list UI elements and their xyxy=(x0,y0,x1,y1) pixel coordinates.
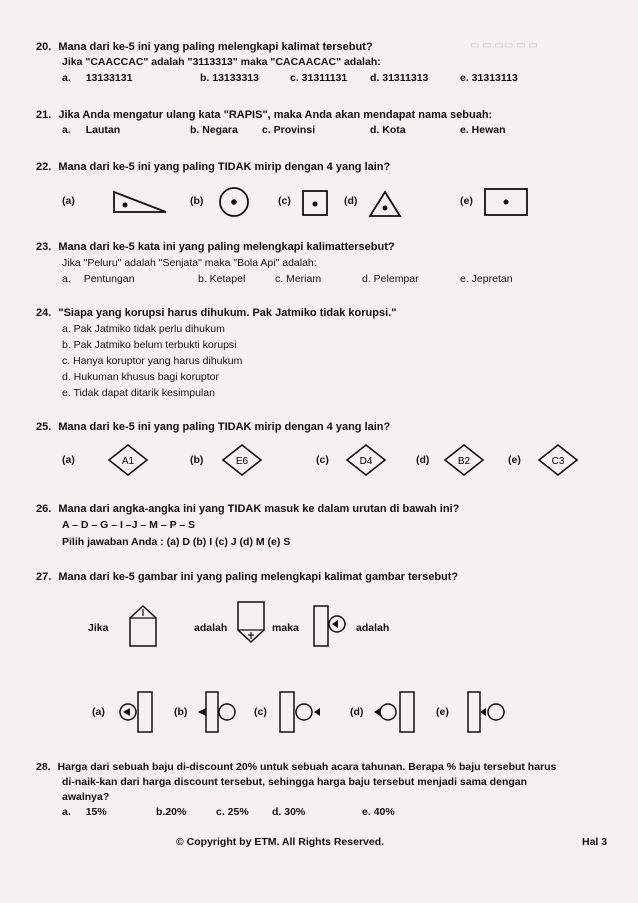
q21-option-b[interactable]: b. Negara xyxy=(190,124,238,136)
question-26 xyxy=(36,502,459,517)
q27-word-adalah-2: adalah xyxy=(356,622,390,634)
q21-option-d[interactable]: d. Kota xyxy=(370,124,406,136)
question-27 xyxy=(36,570,458,585)
question-20 xyxy=(36,40,373,55)
q27-label-c[interactable]: (c) xyxy=(254,706,267,718)
question-23 xyxy=(36,240,395,255)
diamond-figure-b xyxy=(222,444,262,476)
question-number: 27. xyxy=(36,571,52,583)
question-25 xyxy=(36,420,390,435)
q27-word-adalah-1: adalah xyxy=(194,622,228,634)
answer-figure-e xyxy=(464,690,510,734)
question-28 xyxy=(36,760,556,775)
copyright-notice: © Copyright by ETM. All Rights Reserved. xyxy=(176,836,385,848)
q27-word-jika: Jika xyxy=(88,622,109,634)
question-text: Mana dari ke-5 ini yang paling TIDAK mirip dengan 4 yang lain? xyxy=(58,421,391,433)
q22-label-a[interactable]: (a) xyxy=(62,195,75,207)
q27-label-b[interactable]: (b) xyxy=(174,706,188,718)
triangle-dot-figure-a xyxy=(112,190,168,214)
q28-option-b[interactable]: b.20% xyxy=(156,806,187,818)
q24-option-e[interactable]: e. Tidak dapat ditarik kesimpulan xyxy=(62,387,215,399)
diamond-figure-a xyxy=(108,444,148,476)
q20-option-d[interactable]: d. 31311313 xyxy=(370,72,429,84)
question-24 xyxy=(36,306,396,321)
circle-dot-figure-b xyxy=(218,186,250,218)
question-text-line-1: Harga dari sebuah baju di-discount 20% untuk sebuah acara tahunan. Berapa % baju tersebut harus xyxy=(57,761,557,773)
rectangle-dot-figure-e xyxy=(484,188,528,216)
q20-premise: Jika "CAACCAC" adalah "3113313" maka "CACAACAC" adalah: xyxy=(62,56,381,68)
triangle-dot-figure-d xyxy=(368,190,402,218)
question-text: Mana dari angka-angka ini yang TIDAK masuk ke dalam urutan di bawah ini? xyxy=(58,503,460,515)
pentagon-house-figure xyxy=(128,604,158,648)
q27-label-e[interactable]: (e) xyxy=(436,706,449,718)
diamond-figure-d xyxy=(444,444,484,476)
q21-option-c[interactable]: c. Provinsi xyxy=(262,124,316,136)
q26-choices[interactable]: Pilih jawaban Anda : (a) D (b) I (c) J (d) M (e) S xyxy=(62,536,291,548)
answer-figure-a xyxy=(118,690,158,734)
q24-option-d[interactable]: d. Hukuman khusus bagi koruptor xyxy=(62,371,220,383)
question-number: 21. xyxy=(36,109,52,121)
page-number: Hal 3 xyxy=(582,836,608,848)
q25-label-b[interactable]: (b) xyxy=(190,454,204,466)
diamond-figure-e xyxy=(538,444,578,476)
q26-sequence: A – D – G – I –J – M – P – S xyxy=(62,519,196,531)
question-number: 24. xyxy=(36,307,52,319)
rectangle-circle-figure xyxy=(310,604,350,648)
q24-option-c[interactable]: c. Hanya koruptor yang harus dihukum xyxy=(62,355,243,367)
question-number: 25. xyxy=(36,421,52,433)
bleed-through-decoration: ▭ ▭ ▭▭ ▭ ▭ xyxy=(470,40,538,51)
q23-option-a[interactable]: a. Pentungan xyxy=(62,273,135,285)
diamond-code-a: A1 xyxy=(121,456,135,467)
question-text: Jika Anda mengatur ulang kata "RAPIS", maka Anda akan mendapat nama sebuah: xyxy=(58,109,493,121)
square-dot-figure-c xyxy=(302,190,328,216)
question-22 xyxy=(36,160,390,175)
q23-option-c[interactable]: c. Meriam xyxy=(275,273,322,285)
q28-option-d[interactable]: d. 30% xyxy=(272,806,306,818)
q22-label-b[interactable]: (b) xyxy=(190,195,204,207)
answer-figure-b xyxy=(196,690,240,734)
question-text: Mana dari ke-5 gambar ini yang paling melengkapi kalimat gambar tersebut? xyxy=(58,571,459,583)
q22-label-c[interactable]: (c) xyxy=(278,195,291,207)
question-number: 23. xyxy=(36,241,52,253)
question-text: Mana dari ke-5 kata ini yang paling melengkapi kalimattersebut? xyxy=(58,241,395,253)
question-text-line-3: awalnya? xyxy=(62,791,110,803)
q28-option-c[interactable]: c. 25% xyxy=(216,806,249,818)
q22-label-e[interactable]: (e) xyxy=(460,195,473,207)
q20-option-c[interactable]: c. 31311131 xyxy=(290,72,348,84)
q25-label-e[interactable]: (e) xyxy=(508,454,521,466)
q21-option-e[interactable]: e. Hewan xyxy=(460,124,506,136)
q23-option-e[interactable]: e. Jepretan xyxy=(460,273,513,285)
q28-option-e[interactable]: e. 40% xyxy=(362,806,395,818)
diamond-code-b: E6 xyxy=(235,456,249,467)
diamond-code-d: B2 xyxy=(457,456,471,467)
q24-option-a[interactable]: a. Pak Jatmiko tidak perlu dihukum xyxy=(62,323,225,335)
q23-option-d[interactable]: d. Pelempar xyxy=(362,273,419,285)
q28-option-a[interactable]: a. 15% xyxy=(62,806,107,818)
answer-figure-c xyxy=(276,690,322,734)
q24-option-b[interactable]: b. Pak Jatmiko belum terbukti korupsi xyxy=(62,339,237,351)
q20-option-a[interactable]: a. 13133131 xyxy=(62,72,133,84)
q27-label-a[interactable]: (a) xyxy=(92,706,105,718)
q25-label-d[interactable]: (d) xyxy=(416,454,430,466)
q27-word-maka: maka xyxy=(272,622,299,634)
q21-option-a[interactable]: a. Lautan xyxy=(62,124,121,136)
question-number: 22. xyxy=(36,161,52,173)
diamond-figure-c xyxy=(346,444,386,476)
question-number: 28. xyxy=(36,761,51,773)
question-text-line-2: di-naik-kan dari harga discount tersebut, sehingga harga baju tersebut menjadi sama dengan xyxy=(62,776,528,788)
answer-figure-d xyxy=(372,690,418,734)
question-text: Mana dari ke-5 ini yang paling melengkapi kalimat tersebut? xyxy=(58,41,373,53)
question-number: 26. xyxy=(36,503,52,515)
question-text: "Siapa yang korupsi harus dihukum. Pak Jatmiko tidak korupsi." xyxy=(58,307,397,319)
question-text: Mana dari ke-5 ini yang paling TIDAK mirip dengan 4 yang lain? xyxy=(58,161,391,173)
q20-option-b[interactable]: b. 13133313 xyxy=(200,72,259,84)
inverted-pentagon-figure xyxy=(236,600,266,644)
q23-option-b[interactable]: b. Ketapel xyxy=(198,273,246,285)
q25-label-a[interactable]: (a) xyxy=(62,454,75,466)
diamond-code-e: C3 xyxy=(551,456,565,467)
q20-option-e[interactable]: e. 31313113 xyxy=(460,72,518,84)
question-21 xyxy=(36,108,492,123)
q23-premise: Jika "Peluru" adalah "Senjata" maka "Bola Api" adalah: xyxy=(62,257,317,269)
q25-label-c[interactable]: (c) xyxy=(316,454,329,466)
diamond-code-c: D4 xyxy=(359,456,373,467)
q27-label-d[interactable]: (d) xyxy=(350,706,364,718)
q22-label-d[interactable]: (d) xyxy=(344,195,358,207)
question-number: 20. xyxy=(36,41,52,53)
